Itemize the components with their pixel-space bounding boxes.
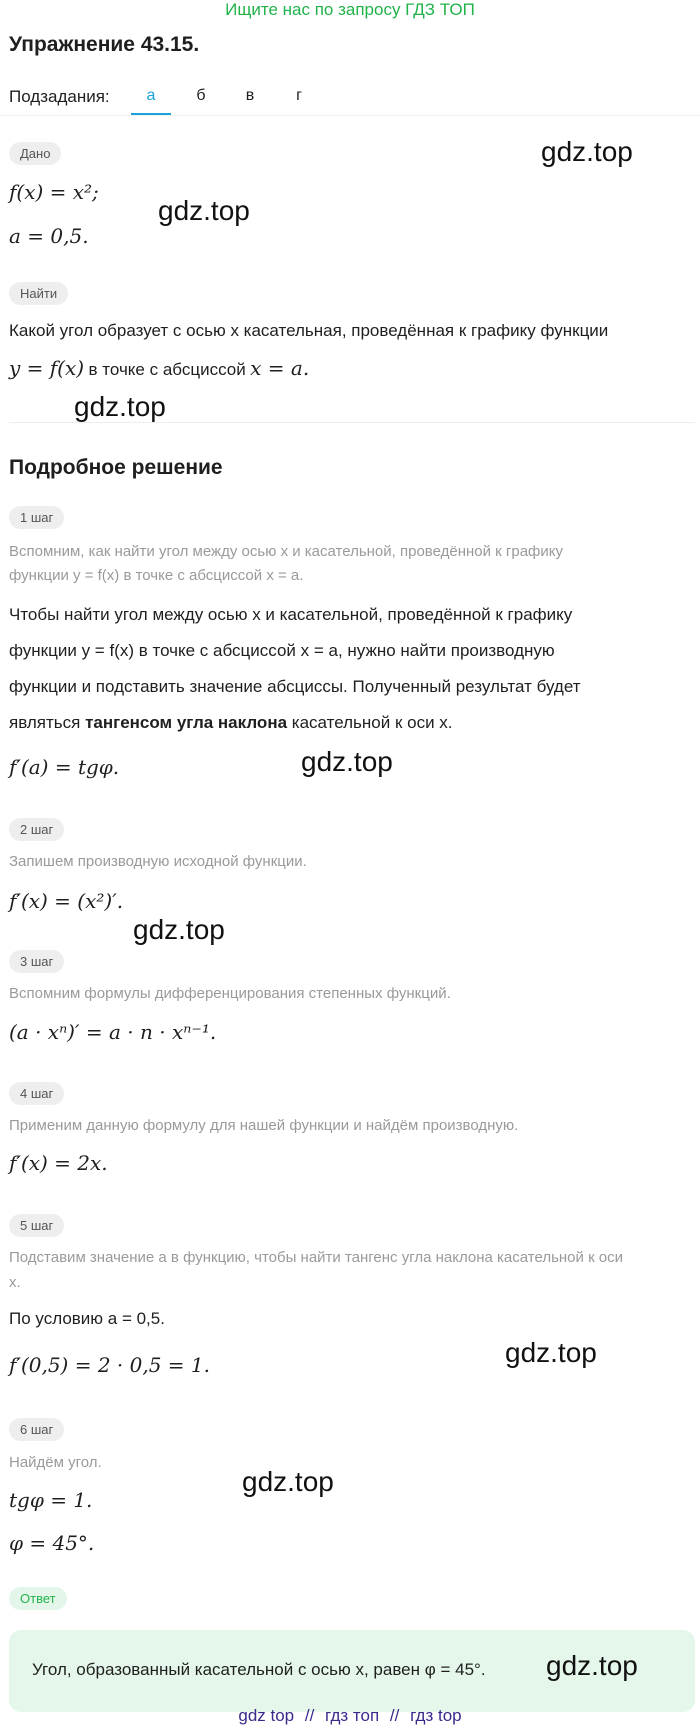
footer-link-gdz-top-ru[interactable]: гдз топ: [325, 1706, 380, 1725]
given-function: f(x) = x²;: [9, 180, 99, 204]
solution-title: Подробное решение: [9, 456, 223, 479]
watermark: gdz.top: [133, 914, 225, 945]
step-2-formula: f′(x) = (x²)′.: [9, 889, 124, 913]
watermark: gdz.top: [541, 136, 633, 167]
tabs-baseline: [0, 115, 700, 116]
step-1-pill: 1 шаг: [9, 506, 64, 529]
step-5-hint-2: x.: [9, 1274, 21, 1291]
watermark: gdz.top: [74, 391, 166, 422]
tab-a[interactable]: а: [146, 87, 156, 104]
find-function: y = f(x): [9, 356, 85, 380]
step-1-hint-1: Вспомним, как найти угол между осью x и касательной, проведённой к графику: [9, 543, 563, 560]
find-question-line2: [9, 356, 309, 380]
active-tab-indicator: [131, 113, 171, 115]
step-4-pill: 4 шаг: [9, 1082, 64, 1105]
step-1-para-4-post: касательной к оси x.: [291, 713, 453, 732]
watermark: gdz.top: [301, 746, 393, 777]
step-1-formula: f′(a) = tgφ.: [9, 755, 120, 779]
step-6-formula-1: tgφ = 1.: [9, 1488, 93, 1512]
find-text: в точке с абсциссой: [88, 360, 246, 379]
footer-separator: //: [389, 1706, 400, 1725]
step-1-hint-2: функции y = f(x) в точке с абсциссой x = a.: [9, 567, 304, 584]
step-5-pill: 5 шаг: [9, 1214, 64, 1237]
watermark: gdz.top: [546, 1650, 638, 1681]
watermark: gdz.top: [158, 195, 250, 226]
find-point: x = a.: [250, 356, 310, 380]
tab-b[interactable]: б: [196, 87, 206, 104]
step-5-condition: По условию a = 0,5.: [9, 1309, 165, 1328]
find-pill: Найти: [9, 282, 68, 305]
tab-v[interactable]: в: [245, 87, 255, 104]
step-3-pill: 3 шаг: [9, 950, 64, 973]
watermark: gdz.top: [505, 1337, 597, 1368]
step-2-hint: Запишем производную исходной функции.: [9, 853, 307, 870]
step-6-hint: Найдём угол.: [9, 1454, 102, 1471]
step-6-pill: 6 шаг: [9, 1418, 64, 1441]
subtasks-label: Подзадания:: [9, 87, 110, 106]
step-6-formula-2: φ = 45°.: [9, 1531, 95, 1555]
answer-text: Угол, образованный касательной с осью x, равен φ = 45°.: [32, 1660, 486, 1679]
footer-separator: //: [304, 1706, 315, 1725]
footer-link-gdz-top[interactable]: gdz top: [238, 1706, 295, 1725]
step-1-para-4: [9, 713, 453, 733]
watermark: gdz.top: [242, 1466, 334, 1497]
step-2-pill: 2 шаг: [9, 818, 64, 841]
page-title: Упражнение 43.15.: [9, 33, 200, 56]
step-3-formula: (a · xⁿ)′ = a · n · xⁿ⁻¹.: [9, 1020, 217, 1044]
answer-pill: Ответ: [9, 1587, 67, 1610]
step-3-hint: Вспомним формулы дифференцирования степенных функций.: [9, 985, 451, 1002]
footer-link-gdz-top-mixed[interactable]: гдз top: [410, 1706, 462, 1725]
step-4-formula: f′(x) = 2x.: [9, 1151, 108, 1175]
find-question: Какой угол образует с осью x касательная, проведённая к графику функции: [9, 321, 609, 340]
step-1-para-4-bold: тангенсом угла наклона: [85, 713, 288, 732]
search-banner: Ищите нас по запросу ГДЗ ТОП: [225, 0, 475, 19]
step-1-para-4-pre: являться: [9, 713, 81, 732]
step-1-para-3: функции и подставить значение абсциссы. Полученный результат будет: [9, 677, 581, 696]
step-5-hint-1: Подставим значение a в функцию, чтобы найти тангенс угла наклона касательной к оси: [9, 1249, 624, 1266]
step-1-para-1: Чтобы найти угол между осью x и касательной, проведённой к графику: [9, 605, 573, 624]
tab-g[interactable]: г: [296, 87, 302, 104]
footer-links: [0, 1706, 700, 1726]
step-1-para-2: функции y = f(x) в точке с абсциссой x = a, нужно найти производную: [9, 641, 555, 660]
given-pill: Дано: [9, 142, 61, 165]
given-a: a = 0,5.: [9, 224, 89, 248]
step-5-formula: f′(0,5) = 2 · 0,5 = 1.: [9, 1353, 210, 1377]
step-4-hint: Применим данную формулу для нашей функции и найдём производную.: [9, 1117, 519, 1134]
